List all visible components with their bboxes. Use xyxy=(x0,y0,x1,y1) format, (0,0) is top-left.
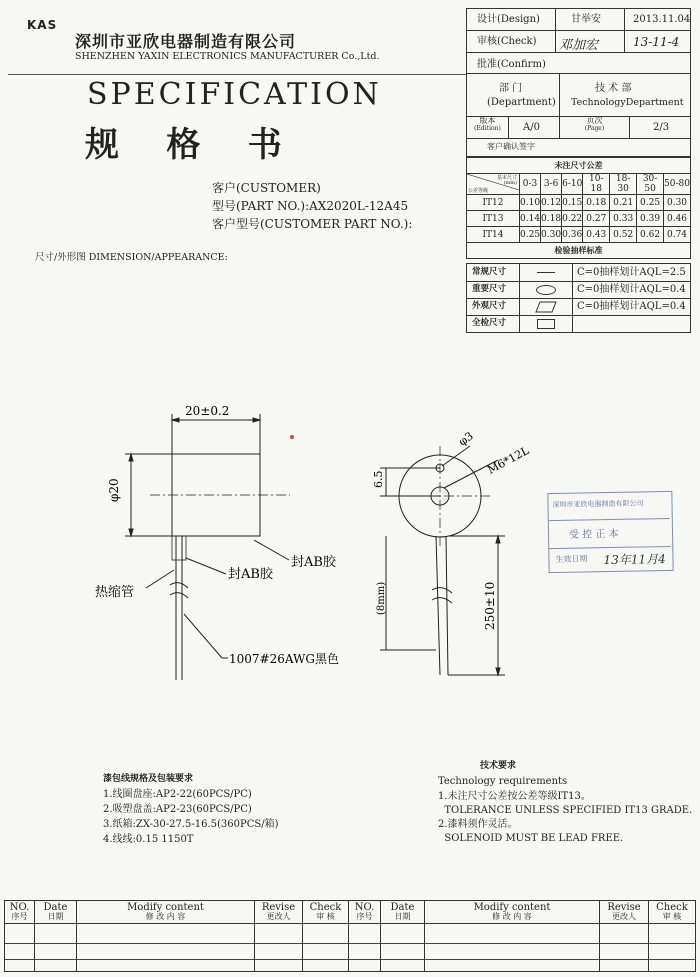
edition-box xyxy=(466,116,691,157)
table-cell: 0.10 xyxy=(520,195,541,211)
page-en: (Page) xyxy=(584,125,605,132)
stamp-date-label: 生效日期 xyxy=(555,554,588,564)
tech-req-title-cn: 技术要求 xyxy=(480,761,517,771)
footer-no-cn: 序号 xyxy=(356,912,373,921)
stamp-company: 深圳市亚欣电器制造有限公司 xyxy=(552,499,644,510)
footer-date-cn: 日期 xyxy=(47,912,64,921)
thread-dim-text: M6*12L xyxy=(485,444,532,477)
corner-bottom-label: 公差等级 xyxy=(468,188,489,194)
grade-cell: IT12 xyxy=(467,195,520,211)
design-date: 2013.11.04 xyxy=(633,14,691,25)
inspection-box xyxy=(466,263,691,333)
footer-modify: Modify content xyxy=(473,902,551,913)
department-box xyxy=(466,73,691,117)
table-cell: 0.15 xyxy=(562,195,583,211)
col-header: 0-3 xyxy=(520,174,541,195)
seal-ab-label-2: 封AB胶 xyxy=(291,555,336,570)
tech-req-title-en: Technology requirements xyxy=(438,776,568,787)
dept-cn: 部 门 xyxy=(499,83,523,94)
footer-modify-cn: 修 改 内 容 xyxy=(492,912,532,921)
ellipse-symbol xyxy=(536,285,556,295)
hole-dim-text: φ3 xyxy=(456,429,476,449)
table-cell: 0.30 xyxy=(664,195,691,211)
design-name: 甘举安 xyxy=(571,14,601,25)
tech-req-item: SOLENOID MUST BE LEAD FREE. xyxy=(438,833,624,844)
tolerance-table xyxy=(466,157,691,259)
page-cn: 页次 xyxy=(586,116,603,125)
heat-shrink-tube xyxy=(172,536,186,560)
stamp-date-value: 13年11月4 xyxy=(603,552,666,568)
part-number-line: 型号(PART NO.):AX2020L-12A45 xyxy=(212,199,409,213)
inspection-text: C=0抽样划计AQL=0.4 xyxy=(577,301,686,312)
spec-title-en: SPECIFICATION xyxy=(87,77,382,112)
packaging-item: 4.线线:0.15 1150T xyxy=(103,834,194,845)
table-cell: 0.12 xyxy=(541,195,562,211)
title-rule xyxy=(8,74,466,75)
edition-value: A/0 xyxy=(523,122,540,133)
footer-no: NO. xyxy=(354,902,375,913)
confirm-label: 批准(Confirm) xyxy=(477,59,546,70)
offset-dim-text: 6.5 xyxy=(372,470,385,488)
stamp-status: 受 控 正 本 xyxy=(568,528,619,541)
edition-en: (Edition) xyxy=(474,125,501,132)
col-header: 3-6 xyxy=(541,174,562,195)
footer-check: Check xyxy=(309,902,342,913)
customer-part-line: 客户型号(CUSTOMER PART NO.): xyxy=(212,217,413,231)
customer-line: 客户(CUSTOMER) xyxy=(212,181,321,195)
corner-unit-label: (mm) xyxy=(503,180,517,186)
footer-revise: Revise xyxy=(607,902,641,913)
inspection-text: C=0抽样划计AQL=0.4 xyxy=(577,284,686,295)
tolerance-corner xyxy=(467,174,520,195)
col-header: 30-50 xyxy=(637,174,664,195)
table-cell: 0.52 xyxy=(610,227,637,243)
approval-box xyxy=(466,8,691,74)
table-cell: 0.43 xyxy=(583,227,610,243)
lead-length-text: 250±10 xyxy=(483,581,497,630)
heat-shrink-label: 热缩管 xyxy=(95,585,135,600)
check-date: 13-11-4 xyxy=(633,35,680,49)
col-header: 6-10 xyxy=(562,174,583,195)
table-cell: 0.18 xyxy=(541,211,562,227)
corner-top-label: 基本尺寸 xyxy=(496,175,517,181)
strip-length-text: (8mm) xyxy=(376,581,387,615)
dash-symbol xyxy=(537,272,555,273)
table-cell: 0.39 xyxy=(637,211,664,227)
table-cell: 0.21 xyxy=(610,195,637,211)
company-name-cn: 深圳市亚欣电器制造有限公司 xyxy=(75,32,297,51)
dimension-label: 尺寸/外形图 DIMENSION/APPEARANCE: xyxy=(35,252,228,263)
width-dim-text: 20±0.2 xyxy=(185,404,230,418)
logo: KAS xyxy=(27,18,58,32)
footer-check-cn: 审 核 xyxy=(316,912,335,921)
table-row xyxy=(467,195,691,211)
dept-en: (Department) xyxy=(487,97,556,108)
footer-date-cn: 日期 xyxy=(394,912,411,921)
grade-cell: IT14 xyxy=(467,227,520,243)
footer-no: NO. xyxy=(9,902,30,913)
tech-req-item: 1.未注尺寸公差按公差等级IT13。 xyxy=(438,791,591,802)
rect-symbol xyxy=(537,319,555,329)
packaging-item: 2.吸塑盘盖:AP2-23(60PCS/PC) xyxy=(103,804,252,815)
footer-revise-cn: 更改人 xyxy=(266,912,291,921)
footer-date: Date xyxy=(390,902,415,913)
table-cell: 0.18 xyxy=(583,195,610,211)
table-cell: 0.74 xyxy=(664,227,691,243)
footer-revise-cn: 更改人 xyxy=(612,912,636,921)
check-signature: 邓加宏 xyxy=(559,38,599,53)
packaging-item: 1.线圈盘座:AP2-22(60PCS/PC) xyxy=(103,789,252,800)
seal-ab-label-1: 封AB胶 xyxy=(228,567,273,582)
table-cell: 0.46 xyxy=(664,211,691,227)
tolerance-title: 未注尺寸公差 xyxy=(467,158,691,174)
footer-date: Date xyxy=(43,902,68,913)
table-cell: 0.62 xyxy=(637,227,664,243)
inspection-label: 重要尺寸 xyxy=(472,284,507,294)
col-header: 18-30 xyxy=(610,174,637,195)
packaging-item: 3.纸箱:ZX-30-27.5-16.5(360PCS/箱) xyxy=(103,819,279,830)
grade-cell: IT13 xyxy=(467,211,520,227)
inspection-label: 全检尺寸 xyxy=(472,318,507,328)
table-cell: 0.14 xyxy=(520,211,541,227)
col-header: 10-18 xyxy=(583,174,610,195)
check-label: 审核(Check) xyxy=(477,36,537,47)
table-cell: 0.36 xyxy=(562,227,583,243)
tech-cn: 技 术 部 xyxy=(595,83,632,94)
red-dot xyxy=(290,435,294,439)
table-row xyxy=(467,227,691,243)
footer-no-cn: 序号 xyxy=(11,912,28,921)
table-cell: 0.30 xyxy=(541,227,562,243)
table-cell: 0.25 xyxy=(520,227,541,243)
footer-modify-cn: 修 改 内 容 xyxy=(145,912,186,921)
control-stamp xyxy=(547,491,673,573)
table-cell: 0.27 xyxy=(583,211,610,227)
company-name-en: SHENZHEN YAXIN ELECTRONICS MANUFACTURER Co.,Ltd. xyxy=(75,51,380,62)
table-cell: 0.22 xyxy=(562,211,583,227)
packaging-title: 漆包线规格及包装要求 xyxy=(103,774,194,784)
table-row xyxy=(467,211,691,227)
footer-check: Check xyxy=(656,902,688,913)
table-cell: 0.33 xyxy=(610,211,637,227)
design-label: 设计(Design) xyxy=(477,14,540,25)
footer-modify: Modify content xyxy=(127,902,204,913)
inspection-label: 外观尺寸 xyxy=(472,301,507,311)
tech-en: TechnologyDepartment xyxy=(571,97,684,108)
customer-sign-label: 客户确认签字 xyxy=(487,142,535,151)
page-value: 2/3 xyxy=(653,122,670,133)
col-header: 50-80 xyxy=(664,174,691,195)
inspection-title: 检验抽样标准 xyxy=(467,243,691,259)
table-cell: 0.25 xyxy=(637,195,664,211)
parallelogram-symbol xyxy=(535,301,557,313)
tech-req-item: TOLERANCE UNLESS SPECIFIED IT13 GRADE. xyxy=(438,805,693,816)
spec-title-cn: 规 格 书 xyxy=(85,125,282,165)
tech-req-item: 2.漆料须作灵活。 xyxy=(438,819,518,830)
wire-label: 1007#26AWG黑色 xyxy=(229,652,339,666)
revision-table xyxy=(4,900,696,972)
inspection-text: C=0抽样划计AQL=2.5 xyxy=(577,267,686,278)
edition-cn: 版本 xyxy=(479,116,496,125)
dia-dim-text: φ20 xyxy=(107,478,121,502)
footer-revise: Revise xyxy=(261,902,296,913)
footer-check-cn: 审 核 xyxy=(662,912,682,921)
inspection-label: 常规尺寸 xyxy=(472,267,507,277)
